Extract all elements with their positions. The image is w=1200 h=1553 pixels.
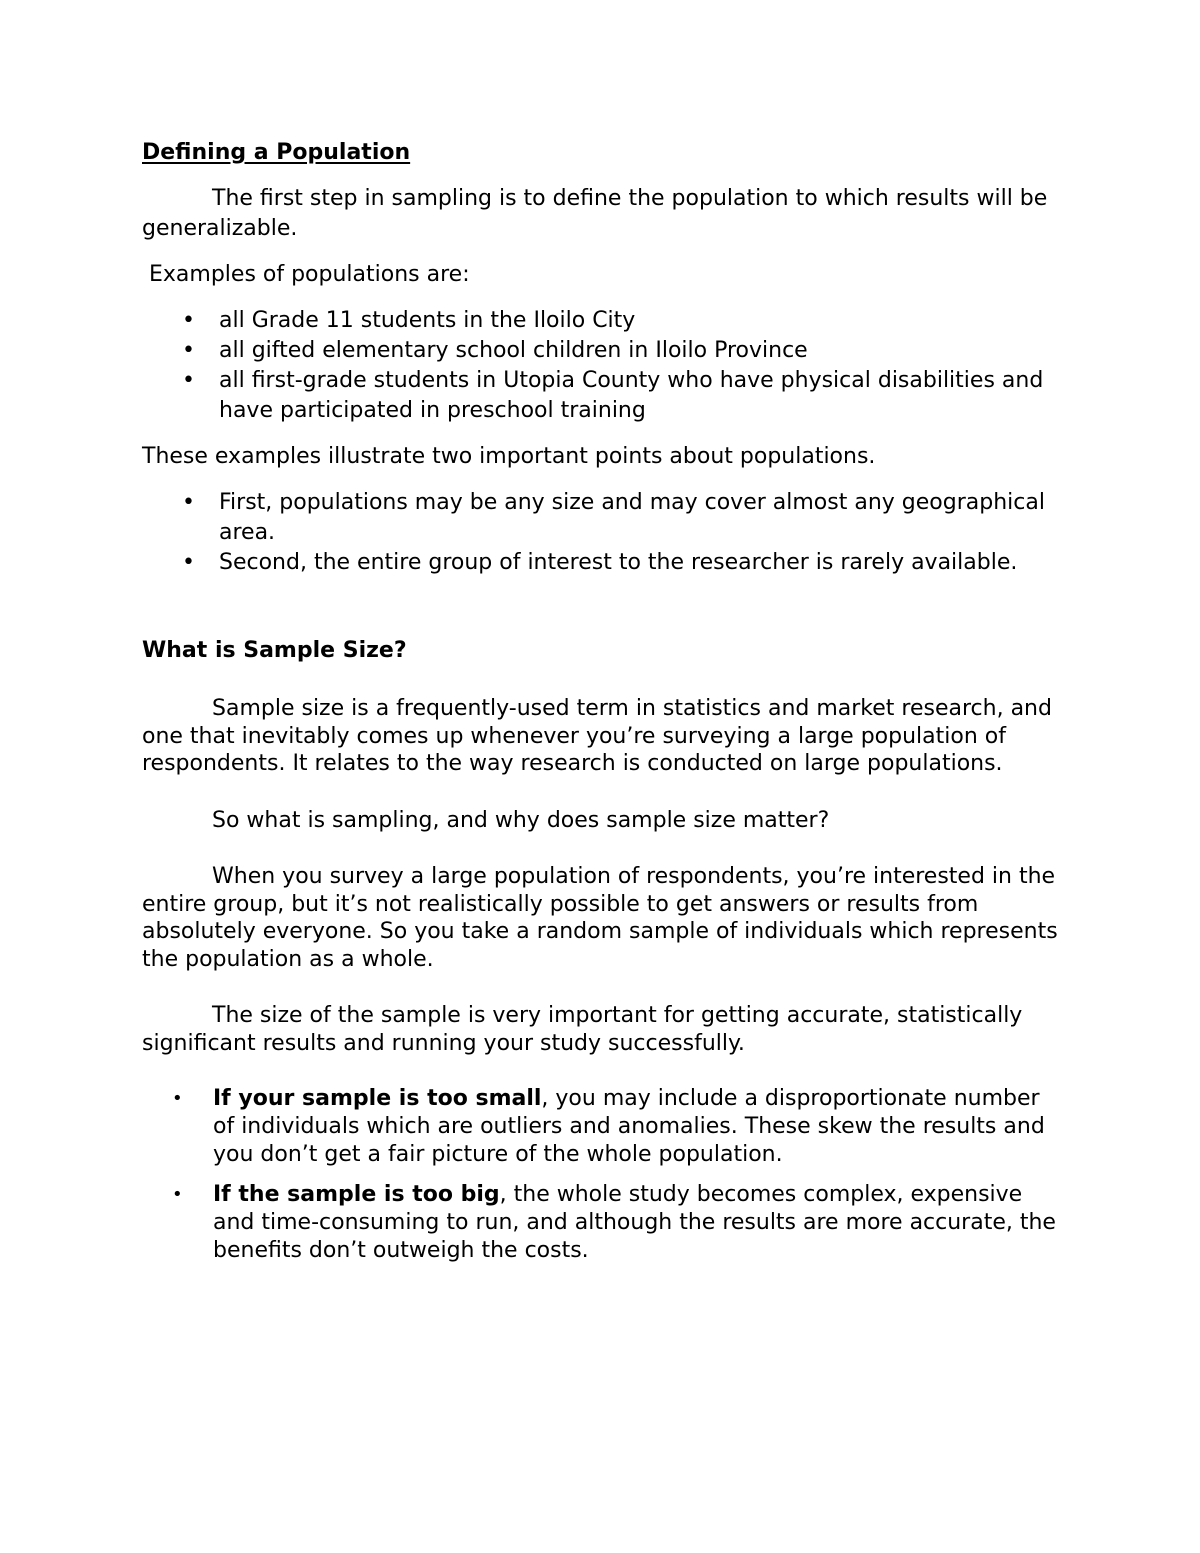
paragraph-examples-label: Examples of populations are: (142, 262, 470, 287)
heading-defining-a-population: Defining a Population (142, 140, 411, 165)
list-item: • all first-grade students in Utopia County who have physical disabilities and have participated in preschool training (182, 368, 1044, 423)
heading-what-is-sample-size: What is Sample Size? (142, 638, 407, 663)
document-body (142, 138, 1062, 1265)
bullet-icon: • (182, 490, 195, 515)
paragraph-sampling-question: So what is sampling, and why does sample size matter? (212, 807, 830, 833)
list-item: • Second, the entire group of interest to the researcher is rarely available. (142, 548, 1062, 578)
list-item: • If the sample is too big, the whole study becomes complex, expensive and time-consuming to run, and although the results are more accurate, the benefits don’t outweigh the costs. (172, 1182, 1056, 1263)
list-item: • If your sample is too small, you may include a disproportionate number of individuals which are outliers and anomalies. These skew the results and you don’t get a fair picture of the whole population. (172, 1086, 1045, 1167)
bullet-icon: • (172, 1184, 183, 1205)
points-list (142, 488, 1062, 578)
bullet-icon: • (182, 368, 195, 393)
bullet-icon: • (182, 550, 195, 575)
examples-list (142, 306, 1062, 426)
paragraph-random-sample: When you survey a large population of respondents, you’re interested in the entire group, but it’s not realistically possible to get answers or results from absolutely everyone. So you take a random sample of individuals which represents the population as a whole. (142, 864, 1058, 972)
bullet-icon: • (182, 308, 195, 333)
bullet-icon: • (182, 338, 195, 363)
bullet-icon: • (172, 1088, 183, 1109)
paragraph-points-label: These examples illustrate two important points about populations. (142, 444, 876, 469)
list-item: • First, populations may be any size and may cover almost any geographical area. (182, 490, 1045, 545)
paragraph-intro: The first step in sampling is to define the population to which results will be generalizable. (142, 186, 1048, 241)
list-item: • all Grade 11 students in the Iloilo City (142, 306, 1062, 336)
paragraph-sample-size-definition: Sample size is a frequently-used term in statistics and market research, and one that inevitably comes up whenever you’re surveying a large population of respondents. It relates to the way research is conducted on large populations. (142, 696, 1052, 776)
paragraph-sample-importance: The size of the sample is very important for getting accurate, statistically significant results and running your study successfully. (142, 1003, 1023, 1056)
sample-size-list (142, 1085, 1062, 1265)
list-item: • all gifted elementary school children in Iloilo Province (142, 336, 1062, 366)
